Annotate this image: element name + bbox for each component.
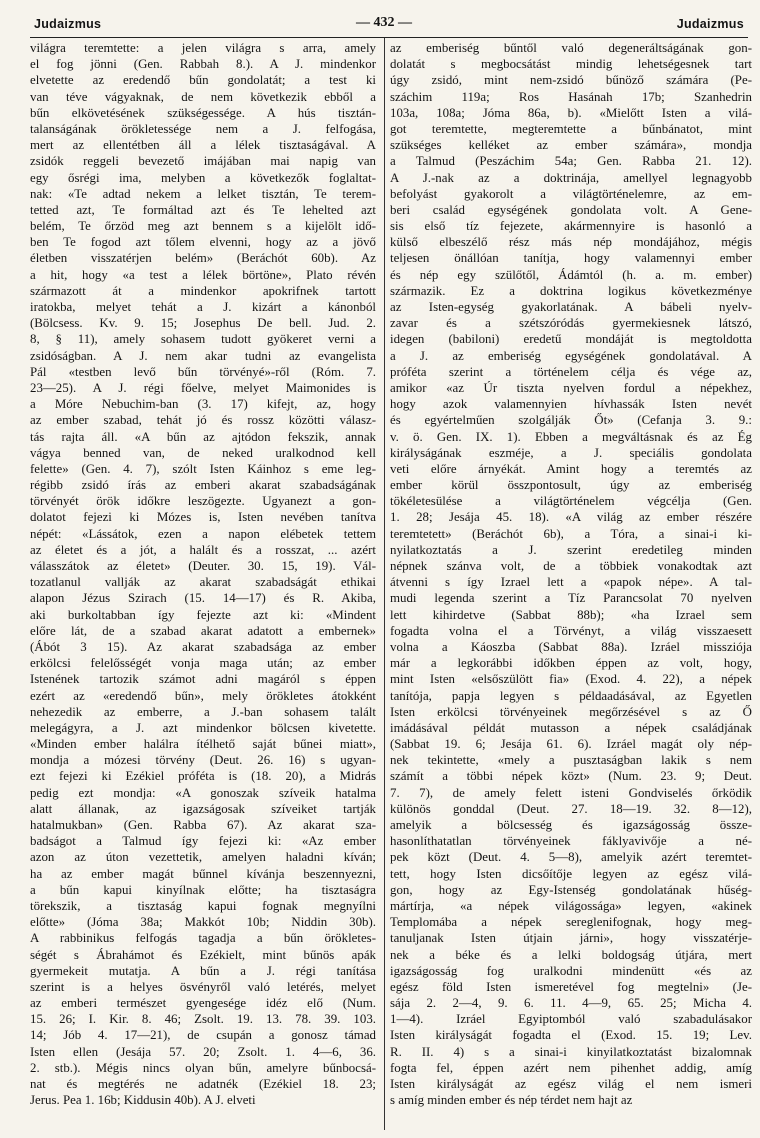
text-line: mudi legenda szerint a Tíz Parancsolat 70 nyelven xyxy=(390,591,752,606)
text-line: volna a Káoszba (Sabbat 88a). Izráel missziója xyxy=(390,639,752,654)
text-line: az emberi természet gyengesége idéz elő (Num. xyxy=(30,996,376,1011)
text-line: Isten ellen (Jesája 57. 20; Zsolt. 1. 4—6, 36. xyxy=(30,1044,376,1059)
text-line: s amíg minden ember és nép térdet nem hajt az xyxy=(390,1093,633,1108)
text-line: a Móre Nebuchim-ban (3. 17) kifejt, az, hogy xyxy=(30,397,376,412)
text-line: nek a béke és a lelki boldogság útjára, mert xyxy=(390,947,752,962)
text-line: tozatlanul vallják az akarat szabadságát ethikai xyxy=(30,575,376,590)
text-line: 23—25). A J. régi főelve, melyet Maimonides is xyxy=(30,380,376,395)
text-line: mint Isten «elsőszülött fia» (Exod. 4. 22), a népek xyxy=(390,672,752,687)
text-line: mondja a mózesi törvény (Deut. 26. 16) s ugyan- xyxy=(30,753,376,768)
text-line: A J.-nak az a doktrinája, amellyel legnagyobb xyxy=(390,170,752,185)
text-line: dolatot fejezi ki Mózes is, Isten nevében tanítva xyxy=(30,510,376,525)
text-line: régibb zsidó írás az emberi akarat szabadságának xyxy=(30,478,376,493)
text-line: 8, § 11), amely sohasem tudott gyökeret verni a xyxy=(30,332,376,347)
text-line: 15. 26; I. Kir. 8. 46; Zsolt. 19. 13. 78. 39. 103. xyxy=(30,1012,376,1027)
text-line: gyermekeit mutatja. A bűn a J. régi tanítása xyxy=(30,963,376,978)
text-line: (Ábót 3 15). Az akarat szabadsága az ember xyxy=(30,639,376,654)
text-line: zsidóságban. A J. nem akar tudni az evangelista xyxy=(30,348,376,363)
text-line: fogadta volna el a Törvényt, a világ visszaesett xyxy=(390,623,752,638)
text-line: amikor «az Úr tiszta nyelven fordul a népekhez, xyxy=(390,380,752,395)
text-line: úgy zsidó, mint nem-zsidó bűnöző számára (Pe- xyxy=(390,73,752,88)
text-line: próféta szerint a történelem célja és vége az, xyxy=(390,364,752,379)
text-line: az Isten-egység gyakorlatának. A bábeli nyelv- xyxy=(390,300,752,314)
text-line: imádásával példát mutasson a népek családjának xyxy=(390,720,752,735)
text-line: badságot a Talmud így fejezi ki: «Az ember xyxy=(30,834,376,849)
text-line: nek tekintette, «mely a pusztaságban lakik s nem xyxy=(390,753,752,768)
text-line: v. ö. Gen. IX. 1). Ebben a megváltásnak és az Ég xyxy=(390,429,752,444)
text-line: aki burkoltabban így fejezte azt ki: «Mindent xyxy=(30,607,376,622)
text-line: ben Te fogod azt tőlem elvenni, hogy az a jövő xyxy=(30,235,376,250)
text-line: Templomába a népek sereglenifognak, hogy meg- xyxy=(390,915,752,930)
text-line: származik. Ez a doktrina logikus következménye xyxy=(390,283,752,298)
text-line: Jerus. Pea 1. 16b; Kiddusin 40b). A J. elveti xyxy=(30,1093,256,1108)
text-line: zavar és a szétszóródás gyermekiesnek látszó, xyxy=(390,316,752,331)
header-rule xyxy=(30,37,748,38)
text-line: Isten királyságát fogadta el (Exod. 15. 19; Lev. xyxy=(390,1028,752,1043)
header-right-title: Judaizmus xyxy=(676,17,744,31)
text-line: különös gonddal (Deut. 27. 18—19. 32. 8—12), xyxy=(390,801,752,816)
text-line: ezért az «eredendő bűn», mely örökletes átokként xyxy=(30,688,376,703)
text-line: bűn elkövetésének szükségessége. A hús tisztán- xyxy=(30,105,376,120)
page-number: — 432 — xyxy=(356,15,412,30)
text-line: ha az ember magát bűnnel kívánja beszennyezni, xyxy=(30,866,376,881)
text-line: számít a többi népek közt» (Num. 23. 9; Deut. xyxy=(390,769,752,784)
text-line: Istenének tartozik számot adni magáról s éppen xyxy=(30,672,376,687)
text-line: A rabbinikus felfogás tagadja a bűn örökletes- xyxy=(30,931,376,946)
text-line: és egyértelműen szolgálják Őt» (Cefanja 3. 9.: xyxy=(390,413,752,428)
text-line: tökéletesülése a világtörténelem végcélja (Gen. xyxy=(390,494,752,509)
text-line: befolyást gyakorolt a világtörténelemre, az em- xyxy=(390,186,752,201)
text-line: 1. 28; Jesája 45. 18). «A világ az ember részére xyxy=(390,510,752,525)
text-line: 2. stb.). Mégis nincs olyan bűn, amelyre bűnbocsá- xyxy=(30,1060,376,1075)
text-line: nak: «Te adtad nekem a lelket tisztán, Te terem- xyxy=(30,186,376,201)
text-line: 14; Jób 4. 17—21), de csupán a gonosz támad xyxy=(30,1028,376,1043)
text-line: Pál «testben levő bűn törvényé»-ről (Róm. 7. xyxy=(30,364,376,379)
text-line: Isten erkölcsi törvényeinek megőrzésével s az Ő xyxy=(390,704,752,719)
text-line: melegágyra, a J. azt mindenkor bölcsen kivetette. xyxy=(30,720,376,735)
text-line: hatalmukban» (Gen. Rabba 67). Az akarat sza- xyxy=(30,818,376,832)
text-line: az életet és a jót, a halált és a rosszat, ... azért xyxy=(30,542,376,557)
text-line: tanítója, papja legyen s példaadásával, az Egyetlen xyxy=(390,688,752,703)
text-line: törekszik, a tisztaság kapui fognak megnyílni xyxy=(30,898,376,913)
text-line: pedig ezt mondja: «A gonoszak szíveik hatalma xyxy=(30,785,376,800)
text-line: népnek szánva volt, de a többiek vonakodtak azt xyxy=(390,559,752,573)
text-line: életben visszatérjen belém» (Beráchót 60b). Az xyxy=(30,251,376,266)
text-line: átvenni s így Izrael lett a «papok népe». A tal- xyxy=(390,575,752,590)
text-line: teremtetett» (Beráchót 6b), a Tóra, a sinai-i ki- xyxy=(390,526,752,541)
text-line: a hit, hogy «a test a lélek börtöne», Plato révén xyxy=(30,267,376,282)
header-left-title: Judaizmus xyxy=(34,17,102,31)
text-line: got teremtette, megteremtette a bűnbánatot, mint xyxy=(390,121,752,136)
text-line: törvényét örök időkre leszögezte. Ugyanezt a gon- xyxy=(30,494,376,509)
text-line: lett kihirdetve (Sabbat 88b); «ha Izrael sem xyxy=(390,607,752,622)
text-line: egész föld Isten ismeretével fog megtelni» (Je- xyxy=(390,979,752,994)
text-line: száchim 119a; Ros Hasánah 17b; Szanhedrin xyxy=(390,89,752,104)
text-line: dolatát s megbocsátást mindig lehetségesnek tart xyxy=(390,57,752,72)
text-line: tett, hogy Isten dicsőítője legyen az egész vilá- xyxy=(390,866,752,881)
text-line: sis első tíz fejezete, akármennyire is hasonló a xyxy=(390,219,752,234)
text-line: a bűn kapui kinyílnak előtte; ha tisztaságra xyxy=(30,882,376,897)
text-line: pek közt (Deut. 4. 5—8), amelyik azért teremtet- xyxy=(390,850,752,865)
text-line: alapon Jézus Szirach (15. 14—17) és R. Akiba, xyxy=(30,591,376,606)
text-line: válasszátok az életet» (Deuter. 30. 15, 19). Vál- xyxy=(30,559,376,573)
text-line: nehezedik az emberre, a J.-ban sohasem talált xyxy=(30,704,376,719)
text-line: származott át a mindenkor apokrifnek tartott xyxy=(30,283,376,298)
column-divider xyxy=(384,38,385,1130)
text-line: nyilatkoztatás a J. szerint eredetileg minden xyxy=(390,542,752,557)
text-line: királyságának eszméje, a J. speciális gondolata xyxy=(390,445,752,460)
text-line: iratokba, melyet tehát a J. kizárt a kánonból xyxy=(30,300,376,314)
text-line: zsidók reggeli bevezető imájában mai napig van xyxy=(30,154,376,169)
text-line: erkölcsi felelősségét vonja maga után; az ember xyxy=(30,656,376,671)
text-line: mert az ellentétben áll a lélek tisztaságával. A xyxy=(30,138,376,153)
text-line: el fog jönni (Gen. Rabbah 8.). A J. mindenkor xyxy=(30,57,376,72)
text-line: gon, hogy az Egy-Istenség gondolatának hűség- xyxy=(390,882,752,897)
text-line: felette» (Gen. 4. 7), szólt Isten Káinhoz s eme leg- xyxy=(30,461,376,476)
text-line: teljesen önállóan tanítja, hogy valamennyi ember xyxy=(390,251,752,266)
text-line: külső elbeszélő rész más nép mondájához, mégis xyxy=(390,235,752,250)
text-line: fogta fel, éppen azért nem pihenhet addig, amíg xyxy=(390,1060,752,1075)
text-line: ségét s Ábrahámot és Ezékielt, mint bűnös apák xyxy=(30,947,376,962)
text-line: világra teremtette: a jelen világra s arra, amely xyxy=(30,41,376,55)
text-line: amelyik a bölcsesség és igazságosság össze- xyxy=(390,818,752,832)
text-line: (Sabbat 19. 6; Jesája 61. 6). Izráel magát oly nép- xyxy=(390,737,752,752)
text-line: 7. 7), de amely felett isteni Gondviselés őrködik xyxy=(390,785,752,800)
text-line: előre lát, de a szabad akarat adatott a embernek» xyxy=(30,623,376,638)
text-line: mártírja, «a népek világossága» legyen, «akinek xyxy=(390,898,752,913)
text-line: (Bölcsess. Kv. 9. 15; Josephus De bell. Jud. 2. xyxy=(30,316,376,331)
text-line: talanságának örökletessége nem a J. felfogása, xyxy=(30,121,376,136)
text-line: alatt állanak, az igazságosak szíveiket tartják xyxy=(30,801,376,816)
text-line: tás rajta áll. «A bűn az ajtódon fekszik, annak xyxy=(30,429,376,444)
text-line: beri család egységének gondolata volt. A Gene- xyxy=(390,202,752,217)
text-line: hogy azok valamennyien hívhassák Isten nevét xyxy=(390,397,752,412)
text-line: veti előre árnyékát. Amint hogy a teremtés az xyxy=(390,461,752,476)
text-line: ember körül összpontosult, úgy az emberiség xyxy=(390,478,752,493)
text-line: szerint is a helyes ösvényről való letérés, melyet xyxy=(30,979,376,994)
text-line: hasonlíthatatlan törvényeinek fáklyavivője a né- xyxy=(390,834,752,849)
text-line: a J. az emberiség egységének gondolatával. A xyxy=(390,348,752,363)
text-line: igazságosság fog uralkodni mindenütt «és az xyxy=(390,963,752,978)
right-column xyxy=(390,40,752,1108)
text-line: tetted azt, Te formáltad azt és Te lehelted azt xyxy=(30,202,376,217)
text-line: azon az úton vezettetik, amelyen haladni kíván; xyxy=(30,850,376,865)
text-line: 103a, 108a; Jóma 86a, b). «Mielőtt Isten a vilá- xyxy=(390,105,752,120)
text-line: R. II. 4) s a sinai-i kinyilatkoztatást bizalomnak xyxy=(390,1044,752,1059)
text-line: a Talmud (Peszáchim 54a; Gen. Rabba 21. 12). xyxy=(390,154,752,169)
text-line: az emberiség bűntől való degeneráltságának gon- xyxy=(390,41,752,55)
text-line: és nép egy szülőtől, Ádámtól (h. a. m. ember) xyxy=(390,267,752,282)
text-line: az ember szabad, tehát jó és rossz közötti válasz- xyxy=(30,413,376,428)
text-line: nat és megtérés ne adatnék (Ezékiel 18. 23; xyxy=(30,1077,376,1091)
text-line: sája 2. 2—4, 9. 6. 11. 4—9, 65. 25; Micha 4. xyxy=(390,996,752,1011)
text-line: idegen (babiloni) eredetű mondáját is megtoldotta xyxy=(390,332,752,347)
text-line: belém, Te őrzöd meg azt bennem s a kijelölt idő- xyxy=(30,219,376,234)
text-line: elvetette az eredendő bűn gondolatát; a test ki xyxy=(30,73,376,88)
text-line: vágya benned van, de neked uralkodnod kell xyxy=(30,445,376,460)
text-line: Isten királyságát az egész világ el nem ismeri xyxy=(390,1077,752,1091)
text-line: szükséges kelléket az ember számára», mondja xyxy=(390,138,752,153)
text-line: 1—4). Izráel Egyiptomból való szabadulásakor xyxy=(390,1012,752,1027)
text-line: ezt fejezi ki Ezékiel próféta is (18. 20), a Midrás xyxy=(30,769,376,784)
text-line: előtte» (Jóma 38a; Makkót 10b; Niddin 30b). xyxy=(30,915,376,930)
text-line: tanuljanak Isten útjain járni», hogy visszatérje- xyxy=(390,931,752,946)
text-line: egy ősrégi ima, melyben a következők foglaltat- xyxy=(30,170,376,185)
text-line: van téve vágyaknak, de nem következik ebből a xyxy=(30,89,376,104)
text-line: már a legkorábbi időkben éppen az volt, hogy, xyxy=(390,656,752,671)
running-header xyxy=(34,13,744,35)
text-line: «Minden ember halálra ítélhető saját bűnei miatt», xyxy=(30,737,376,752)
text-line: népét: «Lássátok, ezen a napon elébetek tettem xyxy=(30,526,376,541)
left-column xyxy=(30,40,376,1108)
